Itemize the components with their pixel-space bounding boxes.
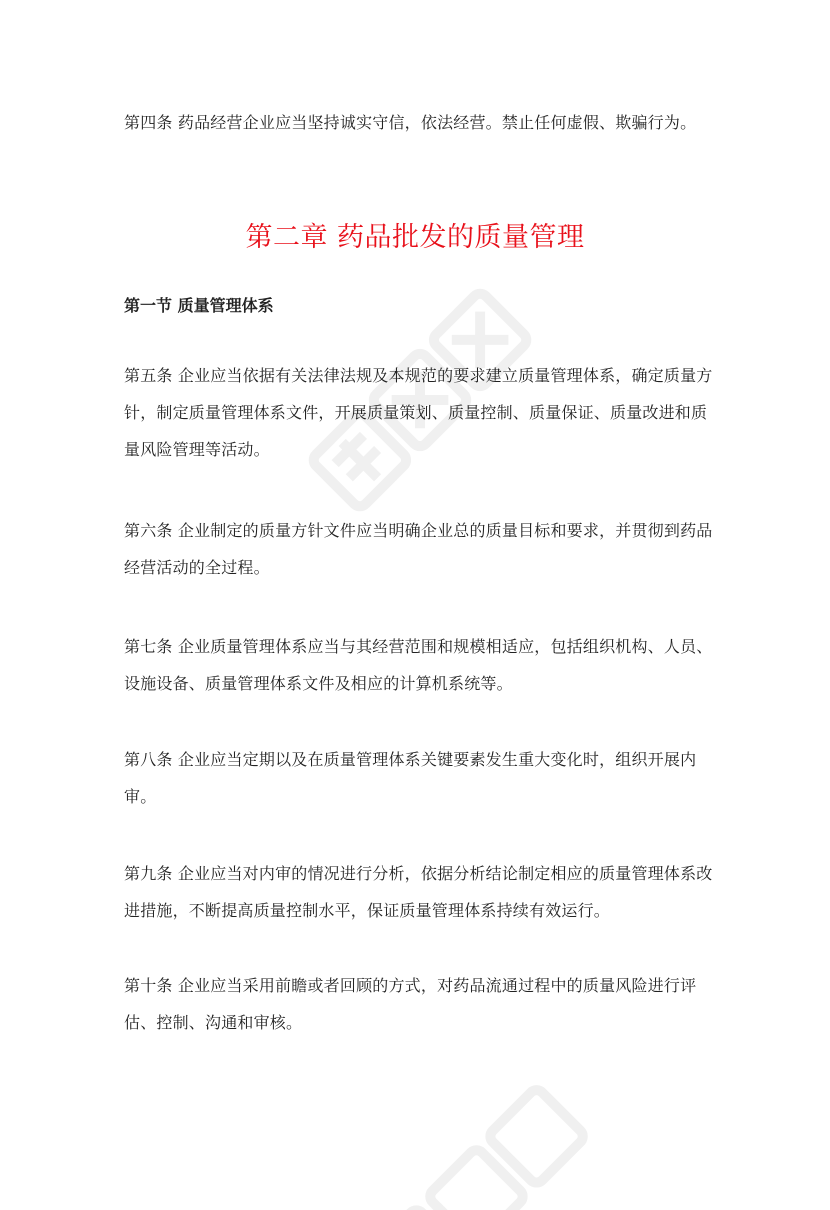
article-4: 第四条 药品经营企业应当坚持诚实守信，依法经营。禁止任何虚假、欺骗行为。 [124,113,697,132]
article-8: 第八条 企业应当定期以及在质量管理体系关键要素发生重大变化时，组织开展内审。 [124,750,697,806]
article-7: 第七条 企业质量管理体系应当与其经营范围和规模相适应，包括组织机构、人员、设施设备、质量管理体系文件及相应的计算机系统等。 [124,637,713,693]
chapter-title: 第二章 药品批发的质量管理 [245,222,585,253]
article-5: 第五条 企业应当依据有关法律法规及本规范的要求建立质量管理体系，确定质量方针，制定质量管理体系文件，开展质量策划、质量控制、质量保证、质量改进和质量风险管理等活动。 [124,366,713,459]
article-6: 第六条 企业制定的质量方针文件应当明确企业总的质量目标和要求，并贯彻到药品经营活动的全过程。 [124,521,713,577]
article-9: 第九条 企业应当对内审的情况进行分析，依据分析结论制定相应的质量管理体系改进措施，不断提高质量控制水平，保证质量管理体系持续有效运行。 [124,864,713,920]
article-10: 第十条 企业应当采用前瞻或者回顾的方式，对药品流通过程中的质量风险进行评估、控制、沟通和审核。 [124,976,697,1032]
section-title: 第一节 质量管理体系 [124,296,274,315]
